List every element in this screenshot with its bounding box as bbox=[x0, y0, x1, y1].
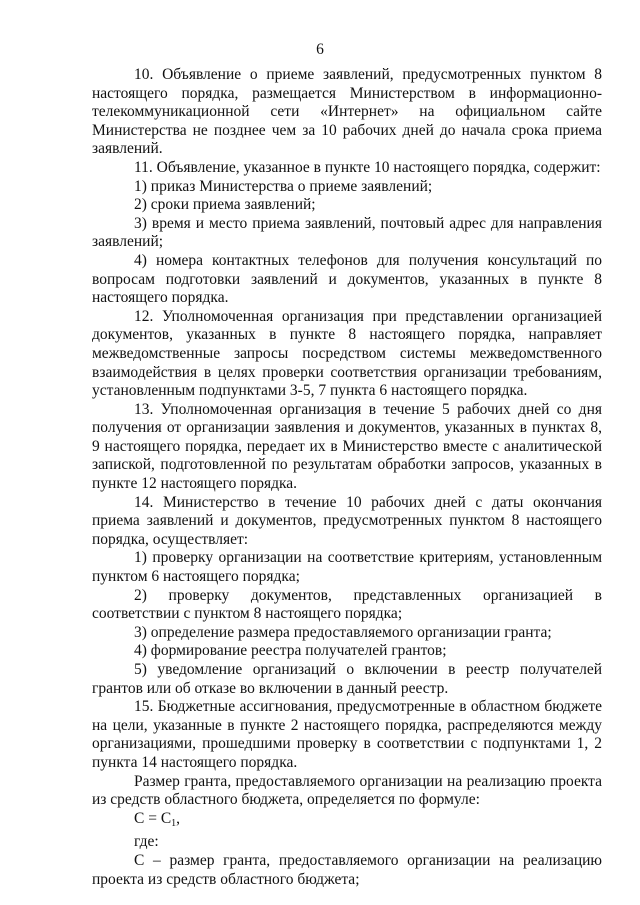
formula bbox=[92, 810, 602, 834]
paragraph-11-item-2: 2) сроки приема заявлений; bbox=[134, 196, 316, 214]
paragraph-11-item-4: 4) номера контактных телефонов для получения консультаций по вопросам подготовки заявлений и документов, указанных в пункте 8 настоящего порядка. bbox=[92, 251, 602, 307]
page-number: 6 bbox=[316, 41, 324, 58]
paragraph-14-item-5: 5) уведомление организаций о включении в реестр получателей грантов или об отказе во включении в данный реестр. bbox=[92, 661, 602, 697]
paragraph-13: 13. Уполномоченная организация в течение 5 рабочих дней со дня получения от организации заявления и документов, указанных в пунктах 8, 9 настоящего порядка, передает их в Министерство вместе с аналитической запиской, подготовленной по результатам обработки запросов, указанных в пункте 12 настоящего порядка. bbox=[92, 400, 602, 493]
paragraph-grant-size: Размер гранта, предоставляемого организации на реализацию проекта из средств областного бюджета, определяется по формуле: bbox=[92, 772, 602, 809]
document-body bbox=[92, 66, 602, 889]
definition-c: C – размер гранта, предоставляемого организации на реализацию проекта из средств областного бюджета; bbox=[92, 851, 602, 888]
paragraph-14-item-1: 1) проверку организации на соответствие критериям, установленным пунктом 6 настоящего порядка; bbox=[92, 549, 602, 586]
paragraph-11-item-1: 1) приказ Министерства о приеме заявлений; bbox=[134, 177, 433, 195]
formula-trail: , bbox=[176, 809, 181, 827]
paragraph-14-item-3: 3) определение размера предоставляемого организации гранта; bbox=[134, 623, 552, 641]
paragraph-10: 10. Объявление о приеме заявлений, предусмотренных пунктом 8 настоящего порядка, размещается Министерством в информационно-телекоммуникационной сети «Интернет» на официальном сайте Министерства не позднее чем за 10 рабочих дней до начала срока приема заявлений. bbox=[92, 66, 602, 158]
formula-main: C = C bbox=[134, 809, 172, 827]
where-label: где: bbox=[134, 833, 159, 851]
paragraph-11-item-3: 3) время и место приема заявлений, почтовый адрес для направления заявлений; bbox=[92, 214, 602, 251]
paragraph-14-item-4: 4) формирование реестра получателей грантов; bbox=[134, 642, 447, 660]
formula-subscript: 1 bbox=[171, 817, 177, 829]
paragraph-15: 15. Бюджетные ассигнования, предусмотренные в областном бюджете на цели, указанные в пункте 2 настоящего порядка, распределяются между организациями, прошедшими проверку в соответствии с подпунктами 1, 2 пункта 14 настоящего порядка. bbox=[92, 698, 602, 771]
paragraph-14: 14. Министерство в течение 10 рабочих дней с даты окончания приема заявлений и документов, предусмотренных пунктом 8 настоящего порядка, осуществляет: bbox=[92, 493, 602, 548]
paragraph-12: 12. Уполномоченная организация при представлении организацией документов, указанных в пункте 8 настоящего порядка, направляет межведомственные запросы посредством системы межведомственного взаимодействия в целях проверки соответствия организации требованиям, установленным подпунктами 3-5, 7 пункта 6 настоящего порядка. bbox=[92, 307, 602, 400]
paragraph-14-item-2: 2) проверку документов, представленных организацией в соответствии с пунктом 8 настоящего порядка; bbox=[92, 586, 602, 623]
paragraph-11: 11. Объявление, указанное в пункте 10 настоящего порядка, содержит: bbox=[134, 158, 601, 176]
